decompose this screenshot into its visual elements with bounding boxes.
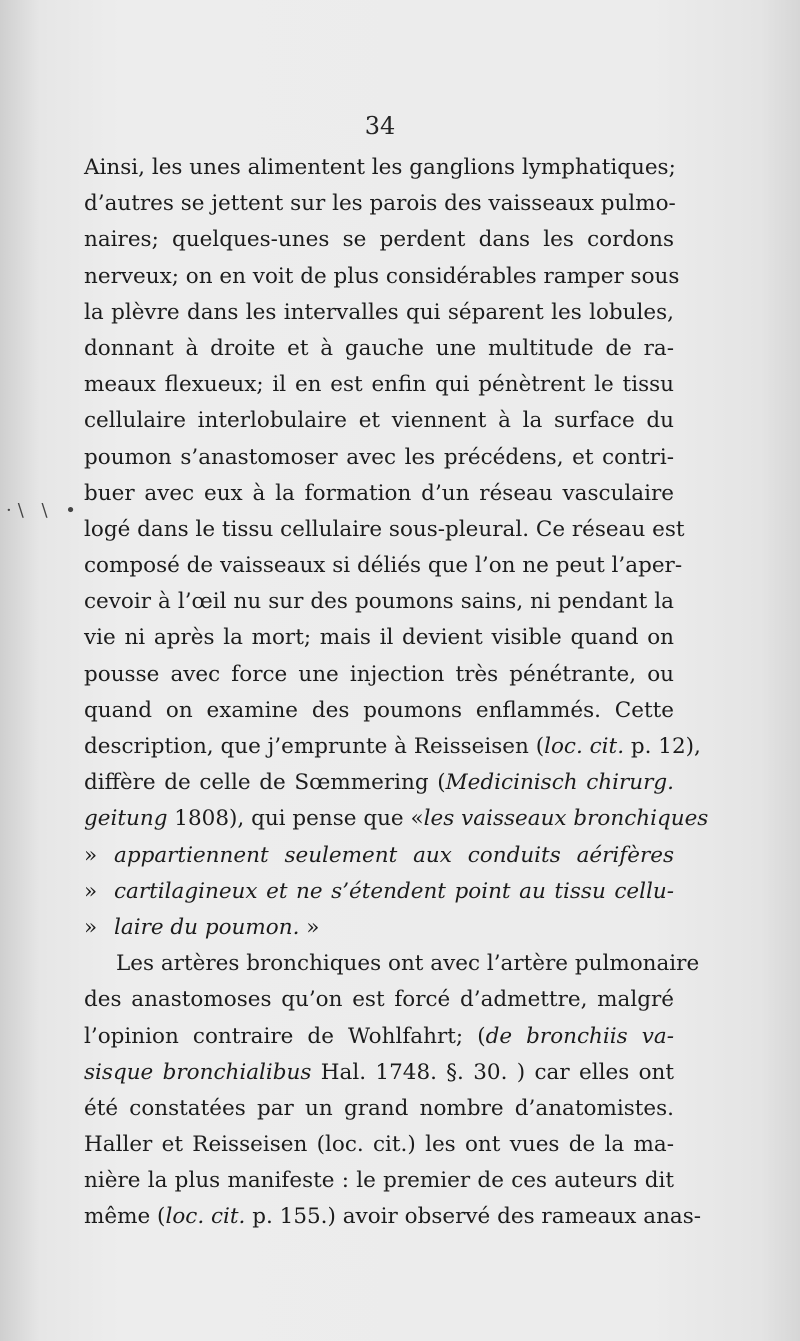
text-line: composé de vaisseaux si déliés que l’on ne peut l’aper- <box>84 553 683 579</box>
text-span: Hal. 1748. §. 30. ) car elles ont <box>311 1059 675 1085</box>
text-line <box>84 801 709 837</box>
text-line: nière la plus manifeste : le premier de ces auteurs dit <box>84 1168 674 1194</box>
text-span: 1808), qui pense que « <box>167 806 424 832</box>
text-line <box>84 1055 674 1091</box>
text-line: des anastomoses qu’on est forcé d’admettre, malgré <box>84 987 674 1013</box>
text-line: buer avec eux à la formation d’un réseau vasculaire <box>84 480 674 506</box>
text-line: nerveux; on en voit de plus considérables ramper sous <box>84 263 680 289</box>
text-line: Les artères bronchiques ont avec l’artère pulmonaire <box>116 951 700 977</box>
text-span: » <box>299 914 320 940</box>
text-line <box>84 765 674 801</box>
quote-line <box>84 838 674 874</box>
text-line: poumon s’anastomoser avec les précédens, et contri- <box>84 444 674 470</box>
text-span: description, que j’emprunte à Reisseisen ( <box>84 734 545 759</box>
text-line: pousse avec force une injection très pénétrante, ou <box>84 661 674 687</box>
quote-mark: » <box>84 878 98 904</box>
text-line: été constatées par un grand nombre d’anatomistes. <box>84 1095 674 1121</box>
page-number: 34 <box>364 112 396 140</box>
text-line: vie ni après la mort; mais il devient visible quand on <box>84 625 674 651</box>
text-line: cellulaire interlobulaire et viennent à la surface du <box>84 408 674 434</box>
text-line: donnant à droite et à gauche une multitude de ra- <box>84 335 674 361</box>
text-line <box>84 1019 674 1055</box>
text-span: même ( <box>84 1204 166 1230</box>
text-line: quand on examine des poumons enflammés. Cette <box>84 697 674 723</box>
italic-span: loc. cit. <box>544 734 625 759</box>
italic-span: appartiennent seulement aux conduits aérifères <box>114 842 674 868</box>
italic-span: les vaisseaux bronchiques <box>423 806 709 832</box>
quote-line <box>84 910 674 946</box>
margin-mark: ·\ \ • <box>6 500 82 521</box>
italic-span: geitung <box>84 806 168 832</box>
text-line: meaux flexueux; il en est enfin qui pénètrent le tissu <box>84 372 674 398</box>
body-text <box>84 150 709 1236</box>
italic-span: de bronchiis va- <box>485 1023 674 1049</box>
italic-span: Medicinisch chirurg. <box>445 770 674 796</box>
text-line: d’autres se jettent sur les parois des vaisseaux pulmo- <box>84 191 676 217</box>
text-line: la plèvre dans les intervalles qui séparent les lobules, <box>84 299 674 325</box>
quote-mark: » <box>84 914 98 940</box>
text-line: cevoir à l’œil nu sur des poumons sains, ni pendant la <box>84 589 674 615</box>
text-line: Ainsi, les unes alimentent les ganglions lymphatiques; <box>84 155 676 180</box>
text-line: logé dans le tissu cellulaire sous-pleural. Ce réseau est <box>84 516 685 542</box>
text-line: Haller et Reisseisen (loc. cit.) les ont vues de la ma- <box>84 1132 674 1158</box>
text-span: p. 12), <box>624 734 701 759</box>
italic-span: cartilagineux et ne s’étendent point au tissu cellu- <box>114 878 674 904</box>
text-line <box>84 729 701 765</box>
text-span: l’opinion contraire de Wohlfahrt; ( <box>84 1023 486 1049</box>
italic-span: laire du poumon. <box>114 914 300 940</box>
text-span: p. 155.) avoir observé des rameaux anas- <box>245 1204 702 1230</box>
quote-mark: » <box>84 842 98 868</box>
text-line <box>84 1199 702 1235</box>
text-span: diffère de celle de Sœmmering ( <box>84 770 446 796</box>
italic-span: sisque bronchialibus <box>84 1059 312 1085</box>
text-line: naires; quelques-unes se perdent dans les cordons <box>84 227 674 253</box>
quote-line <box>84 874 674 910</box>
italic-span: loc. cit. <box>165 1204 246 1230</box>
